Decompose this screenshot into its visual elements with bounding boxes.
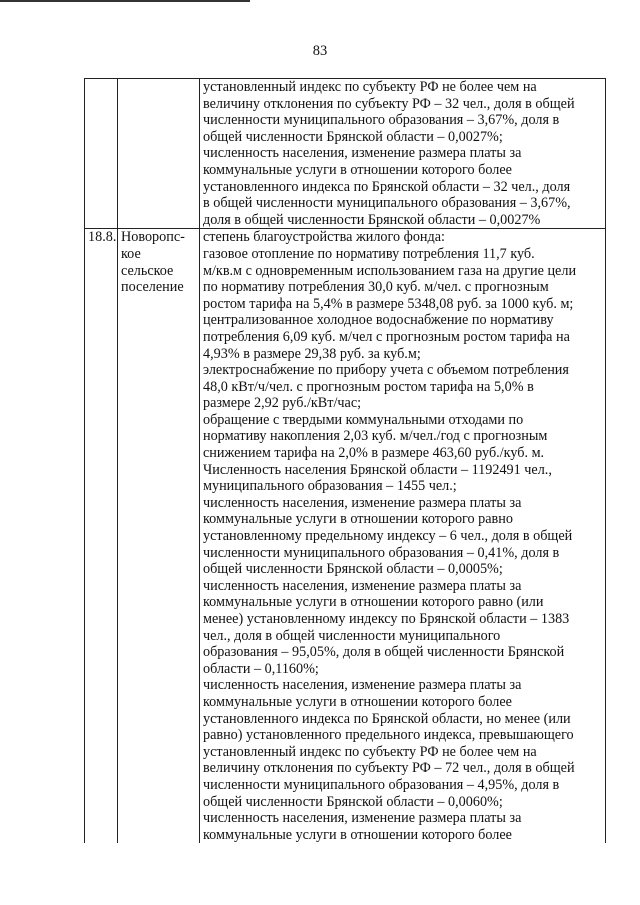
settlement-name-line: сельское [121, 262, 174, 279]
description-line: образования – 95,05%, доля в общей численности Брянской [203, 644, 565, 661]
description-line: газовое отопление по нормативу потребления 11,7 куб. [203, 245, 535, 262]
description-line: коммунальные услуги в отношении которого более [203, 693, 512, 710]
description-line: установленному предельному индексу – 6 чел., доля в общей [203, 528, 573, 545]
description-line: 4,93% в размере 29,38 руб. за куб.м; [203, 345, 421, 362]
description-line: общей численности Брянской области – 0,0027%; [203, 128, 503, 145]
description-cell [200, 229, 606, 843]
description-line: области – 0,1160%; [203, 660, 319, 677]
description-line: установленный индекс по субъекту РФ не более чем на [203, 743, 537, 760]
description-line: общей численности Брянской области – 0,0060%; [203, 793, 503, 810]
settlement-name-line: Новоропс- [121, 229, 185, 246]
table-body [85, 79, 606, 844]
description-line: обращение с твердыми коммунальными отходами по [203, 411, 524, 428]
description-line: величину отклонения по субъекту РФ – 72 чел., доля в общей [203, 760, 575, 777]
description-line: величину отклонения по субъекту РФ – 32 чел., доля в общей [203, 95, 575, 112]
settlement-name-cell [118, 229, 200, 843]
description-line: централизованное холодное водоснабжение по нормативу [203, 312, 554, 329]
description-line: м/кв.м с одновременным использованием газа на другие цели [203, 262, 577, 279]
settlement-name-line: поселение [121, 279, 184, 296]
description-line: ростом тарифа на 5,4% в размере 5348,08 руб. за 1000 куб. м; [203, 295, 574, 312]
description-line: снижением тарифа на 2,0% в размере 463,60 руб./куб. м. [203, 445, 545, 462]
description-line: численность населения, изменение размера платы за [203, 577, 522, 594]
description-line: Численность населения Брянской области – 1192491 чел., [203, 461, 552, 478]
description-line: 48,0 кВт/ч/чел. с прогнозным ростом тарифа на 5,0% в [203, 378, 534, 395]
description-line: доля в общей численности Брянской области – 0,0027% [203, 211, 541, 228]
description-line: численность населения, изменение размера платы за [203, 494, 522, 511]
description-line: степень благоустройства жилого фонда: [203, 229, 445, 246]
description-line: по нормативу потребления 30,0 куб. м/чел. с прогнозным [203, 279, 549, 296]
description-cell [200, 79, 606, 229]
table-row [85, 79, 606, 229]
description-line: коммунальные услуги в отношении которого равно [203, 511, 513, 528]
content-table [84, 78, 606, 843]
description-line: численности муниципального образования – 0,41%, доля в [203, 544, 560, 561]
description-line: муниципального образования – 1455 чел.; [203, 478, 457, 495]
description-line: чел., доля в общей численности муниципального [203, 627, 501, 644]
description-line: потребления 6,09 куб. м/чел с прогнозным ростом тарифа на [203, 328, 570, 345]
page-number: 83 [312, 43, 328, 59]
description-line: размере 2,92 руб./кВт/час; [203, 395, 362, 412]
row-number: 18.8. [88, 229, 117, 246]
description-line: общей численности Брянской области – 0,0005%; [203, 561, 503, 578]
description-line: менее) установленному индексу по Брянской области – 1383 [203, 611, 570, 627]
description-line: численность населения, изменение размера платы за [203, 810, 522, 827]
description-line: численности муниципального образования – 4,95%, доля в [203, 776, 560, 793]
description-line: коммунальные услуги в отношении которого более [203, 826, 512, 843]
description-line: в общей численности муниципального образования – 3,67%, [203, 195, 571, 212]
description-line: электроснабжение по прибору учета с объемом потребления [203, 362, 569, 379]
description-line: численности муниципального образования – 3,67%, доля в [203, 112, 560, 129]
table-row [85, 229, 606, 843]
description-line: установленного индекса по Брянской области – 32 чел., доля [203, 178, 571, 195]
description-line: коммунальные услуги в отношении которого более [203, 161, 512, 178]
settlement-name-line: кое [121, 245, 141, 262]
description-line: нормативу накопления 2,03 куб. м/чел./год с прогнозным [203, 428, 548, 445]
description-line: установленный индекс по субъекту РФ не более чем на [203, 79, 537, 95]
description-line: равно) установленного предельного индекса, превышающего [203, 727, 574, 744]
description-line: численность населения, изменение размера платы за [203, 677, 522, 694]
description-line: численность населения, изменение размера платы за [203, 145, 522, 162]
row-number-cell [85, 79, 118, 229]
row-number-cell [85, 229, 118, 843]
top-border-line [0, 0, 250, 2]
description-line: коммунальные услуги в отношении которого равно (или [203, 594, 544, 611]
description-line: установленного индекса по Брянской области, но менее (или [203, 710, 571, 727]
settlement-name-cell [118, 79, 200, 229]
